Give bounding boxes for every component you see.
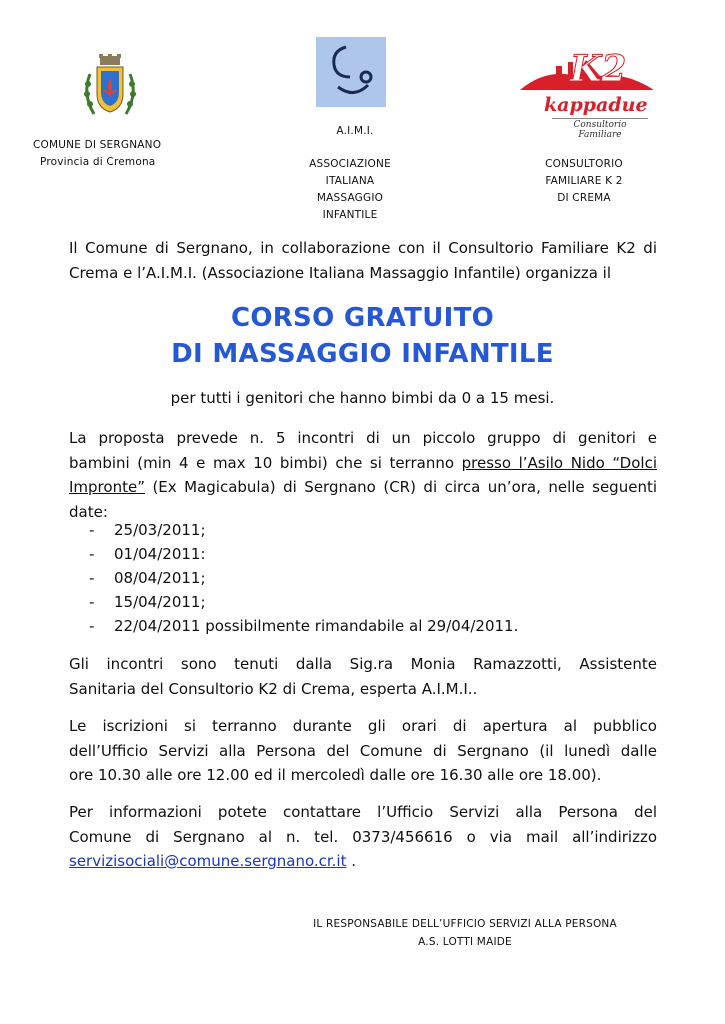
k2-logo-text: K2 [570, 48, 627, 90]
list-item: - 15/04/2011; [89, 593, 206, 611]
signature-name: A.S. LOTTI MAIDE [418, 936, 512, 948]
comune-name: COMUNE DI SERGNANO [33, 139, 162, 151]
info-paragraph: Per informazioni potete contattare l’Ufficio Servizi alla Persona del Comune di Sergnano al n. tel. 0373/456616 o via mail all’indirizzo servizisociali@comune.sergnano.cr.it . [69, 803, 657, 870]
signature-role: IL RESPONSABILE DELL’UFFICIO SERVIZI ALLA PERSONA [313, 918, 617, 930]
dates-list [89, 518, 518, 638]
list-item: - 25/03/2011; [89, 521, 206, 539]
list-item: - 01/04/2011: [89, 545, 206, 563]
consultorio-name: CONSULTORIO FAMILIARE K 2 DI CREMA [545, 158, 623, 204]
k2-logo-subtitle: kappadue [544, 94, 648, 116]
venue-name-end: Impronte” [69, 478, 145, 496]
proposal-paragraph: La proposta prevede n. 5 incontri di un piccolo gruppo di genitori e bambini (min 4 e max 10 bimbi) che si terranno presso l’Asilo Nido “Dolci Impronte” (Ex Magicabula) di Sergnano (CR) di circa un’ora, nelle seguenti date: [69, 429, 657, 521]
title-line-1: CORSO GRATUITO [230, 303, 495, 333]
aimi-logo [316, 37, 386, 107]
comune-province: Provincia di Cremona [40, 156, 156, 168]
comune-coat-of-arms [80, 54, 140, 122]
list-item: - 08/04/2011; [89, 569, 206, 587]
instructor-paragraph: Gli incontri sono tenuti dalla Sig.ra Monia Ramazzotti, Assistente Sanitaria del Consultorio K2 di Crema, esperta A.I.M.I.. [69, 655, 657, 698]
list-item: - 22/04/2011 possibilmente rimandabile al 29/04/2011. [89, 617, 519, 635]
k2-logo-caption: Consultorio Familiare [552, 118, 648, 140]
email-link[interactable]: servizisociali@comune.sergnano.cr.it [69, 852, 347, 870]
k2-kappadue-logo [516, 46, 658, 140]
aimi-full-name: ASSOCIAZIONE ITALIANA MASSAGGIO INFANTILE [309, 158, 391, 221]
venue-name: presso l’Asilo Nido “Dolci [461, 453, 657, 472]
title-line-2: DI MASSAGGIO INFANTILE [171, 339, 554, 369]
intro-paragraph: Il Comune di Sergnano, in collaborazione con il Consultorio Familiare K2 di Crema e l’A.I.M.I. (Associazione Italiana Massaggio Infantile) organizza il [69, 239, 657, 282]
subtitle: per tutti i genitori che hanno bimbi da 0 a 15 mesi. [170, 389, 555, 407]
aimi-short: A.I.M.I. [336, 125, 374, 137]
enrollment-paragraph: Le iscrizioni si terranno durante gli orari di apertura al pubblico dell’Ufficio Servizi alla Persona del Comune di Sergnano (il lunedì dalle ore 10.30 alle ore 12.00 ed il mercoledì dalle ore 16.30 alle ore 18.00). [69, 717, 657, 784]
